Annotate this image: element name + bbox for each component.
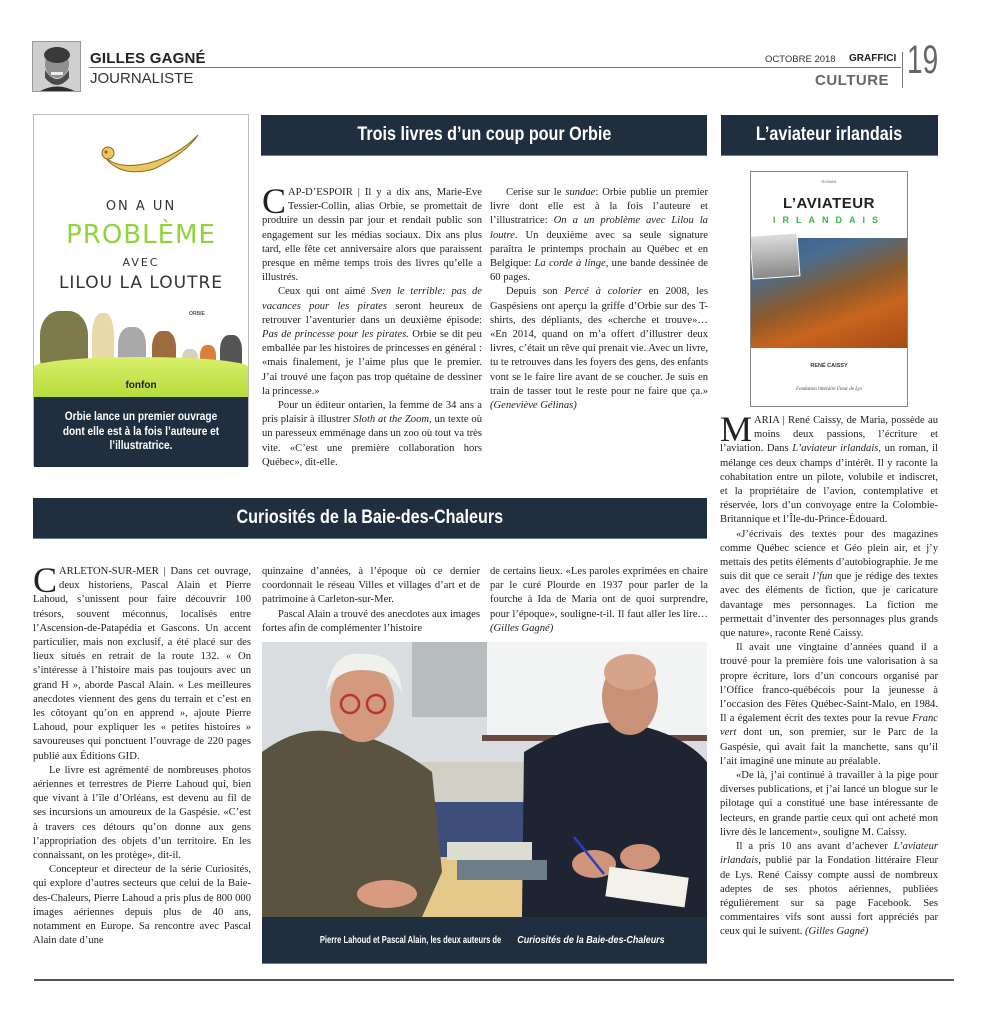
- header-divider: [902, 52, 903, 88]
- book-cover-lilou: [33, 114, 249, 466]
- paragraph: MARIA | René Caissy, de Maria, possède au moins deux passions, l’écriture et l’aviation. Dans L’aviateur irlandais, un roman, il mélange ces deux champs d’intérêt. Il y raconte la cohabitation entre un pilote, volubile et indiscret, et la propriétaire de l’avion, contemplative et réservée, lors d’un convoyage entre la Colombie-Britannique et l’Île-du-Prince-Édouard.: [720, 409, 938, 526]
- article-aviateur-col: [720, 409, 938, 940]
- footer-rule: [34, 979, 954, 981]
- book-cover-aviateur: [750, 171, 908, 407]
- paragraph: Pascal Alain a trouvé des anecdotes aux images fortes afin de complémenter l’histoire: [262, 608, 480, 634]
- author-role: JOURNALISTE: [90, 70, 194, 87]
- page-number: 19: [907, 38, 939, 82]
- paragraph: Pour un éditeur ontarien, la femme de 34 ans a pris plaisir à illustrer Sloth at the Zoom, un texte où un paresseux emménage dans un zoo où tout va très vite. «C’est une première collaboration hors Québec», dit-elle.: [262, 400, 483, 468]
- paragraph: Il avait une vingtaine d’années quand il a trouvé pour la première fois une valorisation à sa propre écriture, lors d’un concours organisé par l’Office franco-québécois pour la jeunesse à l’occasion des Fêtes Québec-Saint-Malo, en 1984. Il a également écrit des textes pour la revue Franc vert dont un, son premier, sur le Parc de la Gaspésie, qui avait fait la manchette, sans qu’il l’ait imaginé une minute au préalable.: [720, 642, 938, 767]
- paragraph: Cerise sur le sundae: Orbie publie un premier livre dont elle est à la fois l’auteure et l’illustratrice: On a un problème avec Lilou la loutre. Un deuxième avec sa seule signature paraîtra le printemps prochain au Québec et en Belgique: La corde à linge, une bande dessinée de 60 pages.: [490, 187, 709, 284]
- cover-title-line4: LILOU LA LOUTRE: [58, 273, 224, 293]
- byline: (Gilles Gagné): [805, 926, 869, 938]
- cover-kicker: ROMAN: [821, 179, 837, 184]
- cover-author: RENÉ CAISSY: [810, 363, 848, 369]
- article-orbie-col2: [490, 186, 708, 413]
- paragraph: CAP-D’ESPOIR | Il y a dix ans, Marie-Eve Tessier-Collin, alias Orbie, se promettait de produire un dessin par jour et rendait public son engagement sur les médias sociaux. Dix ans plus tard, elle fête cet anniversaire alors que paraissent presque en même temps trois des livres qu’elle a illustrés.: [262, 181, 482, 284]
- cover-title-line1: ON A UN: [105, 199, 177, 214]
- authors-photo: [262, 642, 707, 917]
- paragraph: Ceux qui ont aimé Sven le terrible: pas de vacances pour les pirates seront heureux de retrouver l’aventurier dans un deuxième épisode: Pas de princesse pour les pirates. Orbie se dit peu emballée par les histoires de princesses en général : «mais finalement, je l’aime plus que le premier. J’ai trouvé une façon pas trop quétaine de dessiner la princesse.»: [262, 286, 482, 397]
- cover-author: ORBIE: [189, 311, 205, 317]
- section-name: CULTURE: [815, 72, 890, 89]
- issue-date: OCTOBRE 2018: [765, 54, 836, 65]
- grass: [34, 357, 248, 397]
- author-name: GILLES GAGNÉ: [90, 50, 206, 67]
- article-curiosites-col1: [33, 560, 251, 948]
- drop-cap: C: [33, 560, 58, 600]
- paragraph: Depuis son Percé à colorier en 2008, les Gaspésiens ont aperçu la griffe d’Orbie sur des T-shirts, des dépliants, des «cherche et trouve»… «En 2014, quand on m’a offert d’illustrer deux livres, c’était un rêve qui prenait vie. Avec un livre, tu te retrouves dans les foyers des gens, des enfants vont se le faire lire avant de se coucher. Je suis en train de tasser tout le reste pour ne faire que ça.» (Geneviève Gélinas): [490, 286, 708, 412]
- cover-caption: Orbie lance un premier ouvrage dont elle est à la fois l’auteure et l’illustratrice.: [34, 397, 248, 467]
- airplane-photo-inset: [750, 232, 800, 279]
- publication-name: GRAFFICI: [849, 53, 897, 64]
- drop-cap: C: [262, 181, 287, 221]
- paragraph: quinzaine d’années, à l’époque où ce dernier coordonnait le réseau Villes et villages d’art et de patrimoine à Carleton-sur-Mer.: [262, 566, 480, 606]
- cover-subtitle: IRLANDAIS: [773, 215, 885, 225]
- author-portrait-icon: [33, 42, 81, 92]
- paragraph: Il a pris 10 ans avant d’achever L’aviateur irlandais, publié par la Fondation littéraire Fleur de Lys. René Caissy compte aussi de nombreux adeptes de ses photos aériennes, publiées régulièrement sur sa page Facebook. Ses commentaires vifs sont aussi fort appréciés par ceux qui le suivent. (Gilles Gagné): [720, 841, 938, 938]
- author-photo: [32, 41, 81, 92]
- headline-orbie: Trois livres d’un coup pour Orbie: [261, 115, 707, 156]
- paragraph: CARLETON-SUR-MER | Dans cet ouvrage, deux historiens, Pascal Alain et Pierre Lahoud, s’unissent pour faire découvrir 100 trésors, souvent méconnus, localisés entre l’Ascension-de-Patapédia et Gascons. Un accent particulier, mais non exclusif, a été placé sur des lieux situés en retrait de la route 132. « On s’intéresse à l’histoire mais pas toujours avec un grand H », aborde Pascal Alain. « Les meilleures anecdotes viennent des gens du terrain et c’est en les côtoyant qu’on en apprend », ajoute Pierre Lahoud, pour expliquer les « petites histoires » savoureuses qui ponctuent l’ouvrage de 220 pages publié aux Éditions GID.: [33, 560, 251, 762]
- paragraph: «J’écrivais des textes pour des magazines comme Québec science et Géo plein air, et j’y mettais des petits éléments d’autobiographie. Je me suis dit que ce serait l’fun que je rédige des textes avec des éléments de fiction, que je caricature davantage mes personnages. La fiction me permettait d’inventer des personnages plus grands que nature», raconte René Caissy.: [720, 528, 938, 640]
- cover-title-line2: PROBLÈME: [66, 220, 216, 250]
- paragraph: «De là, j’ai continué à travailler à la pige pour diverses publications, et j’ai lancé un blogue sur le pilotage qui a constitué une base intéressante de lecteurs, en grande partie ceux qui ont acheté mon livre dès le lancement», souligne M. Caissy.: [720, 770, 938, 838]
- cover-title-line3: AVEC: [122, 256, 160, 269]
- photo-caption: Pierre Lahoud et Pascal Alain, les deux auteurs deCuriosités de la Baie-des-Chaleurs: [262, 917, 707, 964]
- drop-cap: M: [720, 409, 753, 449]
- byline: (Gilles Gagné): [490, 622, 554, 634]
- paragraph: de certains lieux. «Les paroles exprimées en chaire par le curé Plourde en 1937 pour parler de la fourche à Ida de Maria ont de quoi surprendre, pour l’époque», souligne-t-il. Il faut aller les lire… (Gilles Gagné): [490, 566, 708, 634]
- header-rule: [89, 67, 901, 68]
- article-curiosites-col3: [490, 565, 708, 636]
- cover-title: L’AVIATEUR: [783, 195, 875, 212]
- headline-curiosites: Curiosités de la Baie-des-Chaleurs: [33, 498, 707, 539]
- cover-illustration: [34, 115, 248, 397]
- paragraph: Le livre est agrémenté de nombreuses photos aériennes et terrestres de Pierre Lahoud qui, bien que vivant à l’île d’Orléans, est devenu au fil de ses incursions un amoureux de la Gaspésie. «C’est à travers ces détours qu’on donne aux gens l’appropriation des objets d’un territoire. En les connaissant, on les protège», dit-il.: [33, 764, 251, 862]
- paragraph: Concepteur et directeur de la série Curiosités, qui explore d’autres secteurs que celui de la Baie-des-Chaleurs, Pierre Lahoud a pris plus de 800 000 images aériennes depuis plus de 40 ans, notamment en Europe. Sa rencontre avec Pascal Alain date d’une: [33, 864, 251, 947]
- otter-icon: [94, 131, 204, 175]
- publisher-logo: fonfon: [125, 380, 157, 391]
- headline-aviateur: L’aviateur irlandais: [721, 115, 938, 156]
- article-orbie-col1: [262, 181, 483, 470]
- authors-photo-image: [262, 642, 707, 917]
- byline: (Geneviève Gélinas): [490, 400, 577, 412]
- cover-publisher: Fondation littéraire Fleur de Lys: [795, 387, 863, 392]
- article-curiosites-col2: [262, 565, 480, 636]
